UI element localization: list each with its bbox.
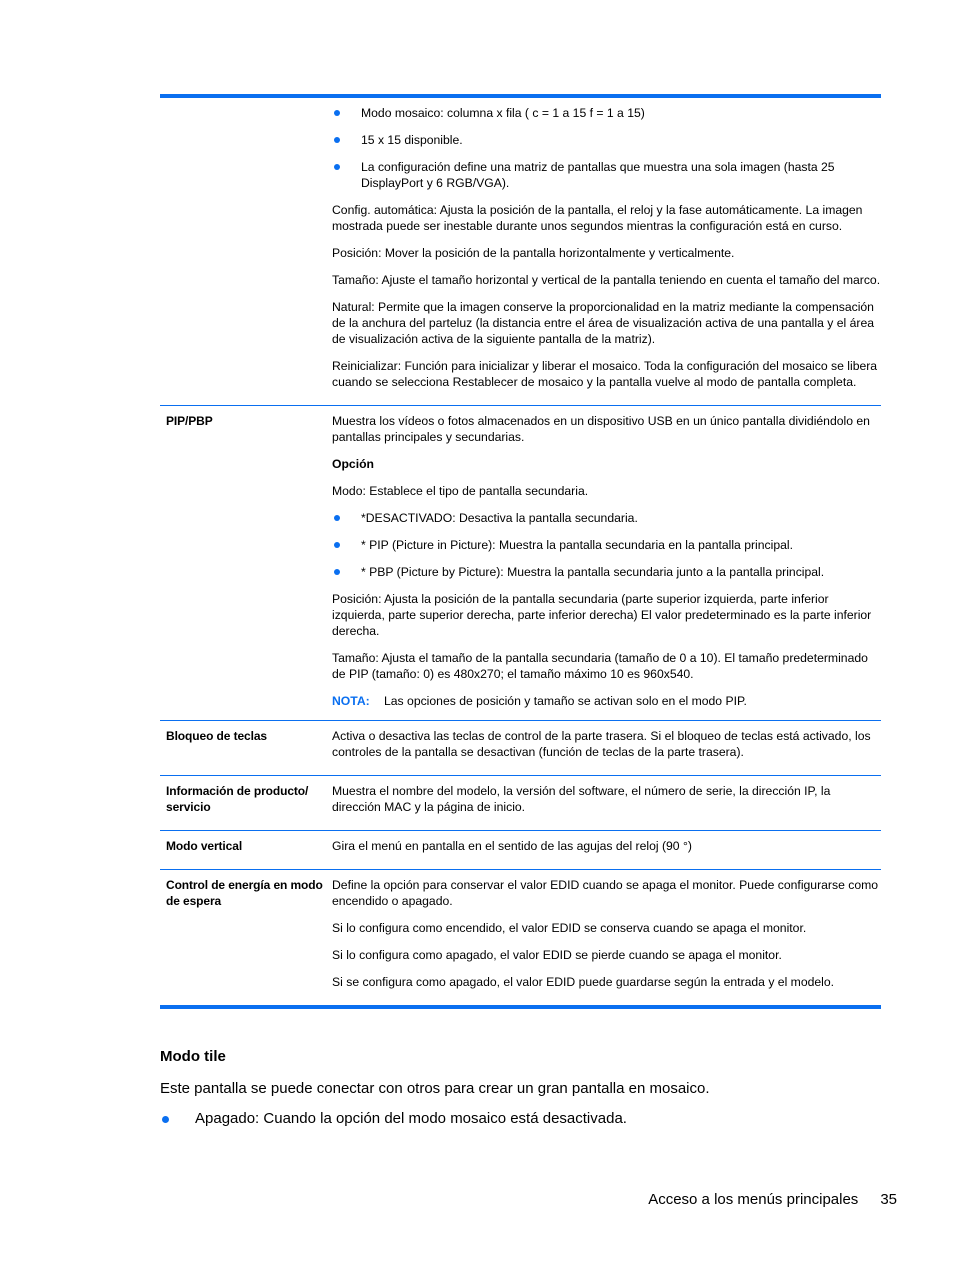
- section-heading: Modo tile: [160, 1048, 226, 1065]
- list-item: [332, 510, 881, 526]
- paragraph: Muestra los vídeos o fotos almacenados en un dispositivo USB en un único pantalla dividiéndolo en pantallas principales y secundarias.: [332, 414, 870, 444]
- bullet-dot-icon: [334, 569, 340, 575]
- section-bullet-text: Apagado: Cuando la opción del modo mosaico está desactivada.: [195, 1110, 627, 1127]
- section-paragraph: Este pantalla se puede conectar con otros para crear un gran pantalla en mosaico.: [160, 1080, 710, 1097]
- note-text: Las opciones de posición y tamaño se activan solo en el modo PIP.: [384, 694, 747, 708]
- paragraph: Tamaño: Ajusta el tamaño de la pantalla secundaria (tamaño de 0 a 10). El tamaño predeterminado de PIP (tamaño: 0) es 480x270; el tamaño máximo 10 es 960x540.: [332, 651, 868, 681]
- footer-title: Acceso a los menús principales: [648, 1191, 859, 1208]
- paragraph: Si lo configura como encendido, el valor EDID se conserva cuando se apaga el monitor.: [332, 921, 807, 935]
- list-item-text: La configuración define una matriz de pantallas que muestra una sola imagen (hasta 25 DisplayPort y 6 RGB/VGA).: [361, 160, 835, 190]
- row-description: [326, 406, 881, 720]
- table-row: [160, 98, 881, 406]
- paragraph: Define la opción para conservar el valor EDID cuando se apaga el monitor. Puede configurarse como encendido o apagado.: [332, 878, 879, 908]
- page-number: 35: [880, 1191, 897, 1208]
- paragraph: Posición: Ajusta la posición de la pantalla secundaria (parte superior izquierda, parte inferior izquierda, parte superior derecha, parte inferior derecha) El valor predeterminado es la parte inferior derecha.: [332, 592, 872, 638]
- list-item-text: 15 x 15 disponible.: [361, 133, 463, 147]
- paragraph: Natural: Permite que la imagen conserve la proporcionalidad en la matriz mediante la compensación de la anchura del parteluz (la distancia entre el área de visualización activa de una pantalla y el área de visualización activa de la siguiente pantalla de la matriz).: [332, 300, 875, 346]
- paragraph: Si se configura como apagado, el valor EDID puede guardarse según la entrada y el modelo.: [332, 975, 835, 989]
- paragraph: Config. automática: Ajusta la posición de la pantalla, el reloj y la fase automáticamente. La imagen mostrada puede ser inestable durante unos segundos mientras la configuración está en curso.: [332, 203, 863, 233]
- table-row: [160, 406, 881, 721]
- row-label: Control de energía en modo de espera: [166, 878, 323, 908]
- list-item-text: Modo mosaico: columna x fila ( c = 1 a 15 f = 1 a 15): [361, 106, 645, 120]
- list-item: [332, 537, 881, 553]
- row-description: [326, 98, 881, 405]
- list-item: [332, 159, 881, 191]
- paragraph: Reinicializar: Función para inicializar y liberar el mosaico. Toda la configuración del mosaico se libera cuando se selecciona Restablecer de mosaico y la pantalla vuelve al modo de pantalla completa.: [332, 359, 878, 389]
- settings-table: [160, 94, 881, 1009]
- row-description: [326, 870, 881, 1005]
- row-description: [326, 776, 881, 830]
- table-row: [160, 721, 881, 776]
- paragraph: Tamaño: Ajuste el tamaño horizontal y vertical de la pantalla teniendo en cuenta el tamaño del marco.: [332, 273, 881, 287]
- paragraph: Modo: Establece el tipo de pantalla secundaria.: [332, 484, 589, 498]
- bullet-dot-icon: [334, 542, 340, 548]
- bullet-dot-icon: [334, 164, 340, 170]
- list-item: [332, 564, 881, 580]
- table-row: [160, 870, 881, 1005]
- list-item: [332, 105, 881, 121]
- note-label: NOTA:: [332, 694, 370, 708]
- row-label: [160, 98, 326, 405]
- table-row: [160, 776, 881, 831]
- section-bullet: [160, 1110, 627, 1127]
- row-label: Bloqueo de teclas: [166, 729, 267, 743]
- bullet-dot-icon: [334, 515, 340, 521]
- bullet-dot-icon: [162, 1116, 169, 1123]
- paragraph: Si lo configura como apagado, el valor EDID se pierde cuando se apaga el monitor.: [332, 948, 782, 962]
- row-description: [326, 831, 881, 869]
- bullet-dot-icon: [334, 137, 340, 143]
- row-label: PIP/PBP: [166, 414, 213, 428]
- list-item-text: * PIP (Picture in Picture): Muestra la pantalla secundaria en la pantalla principal.: [361, 538, 793, 552]
- bullet-dot-icon: [334, 110, 340, 116]
- table-row: [160, 831, 881, 870]
- paragraph: Gira el menú en pantalla en el sentido de las agujas del reloj (90 °): [332, 839, 692, 853]
- row-label: Modo vertical: [166, 839, 243, 853]
- list-item: [332, 132, 881, 148]
- paragraph: Posición: Mover la posición de la pantalla horizontalmente y verticalmente.: [332, 246, 735, 260]
- list-item-text: *DESACTIVADO: Desactiva la pantalla secundaria.: [361, 511, 638, 525]
- list-item-text: * PBP (Picture by Picture): Muestra la pantalla secundaria junto a la pantalla principal.: [361, 565, 825, 579]
- page-footer: [648, 1191, 897, 1208]
- subheading: Opción: [332, 457, 374, 471]
- row-label: Información de producto/ servicio: [166, 784, 309, 814]
- paragraph: Activa o desactiva las teclas de control de la parte trasera. Si el bloqueo de teclas está activado, los controles de la pantalla se desactivan (función de teclas de la parte trasera).: [332, 729, 871, 759]
- row-description: [326, 721, 881, 775]
- paragraph: Muestra el nombre del modelo, la versión del software, el número de serie, la dirección IP, la dirección MAC y la página de inicio.: [332, 784, 831, 814]
- note: [332, 693, 881, 709]
